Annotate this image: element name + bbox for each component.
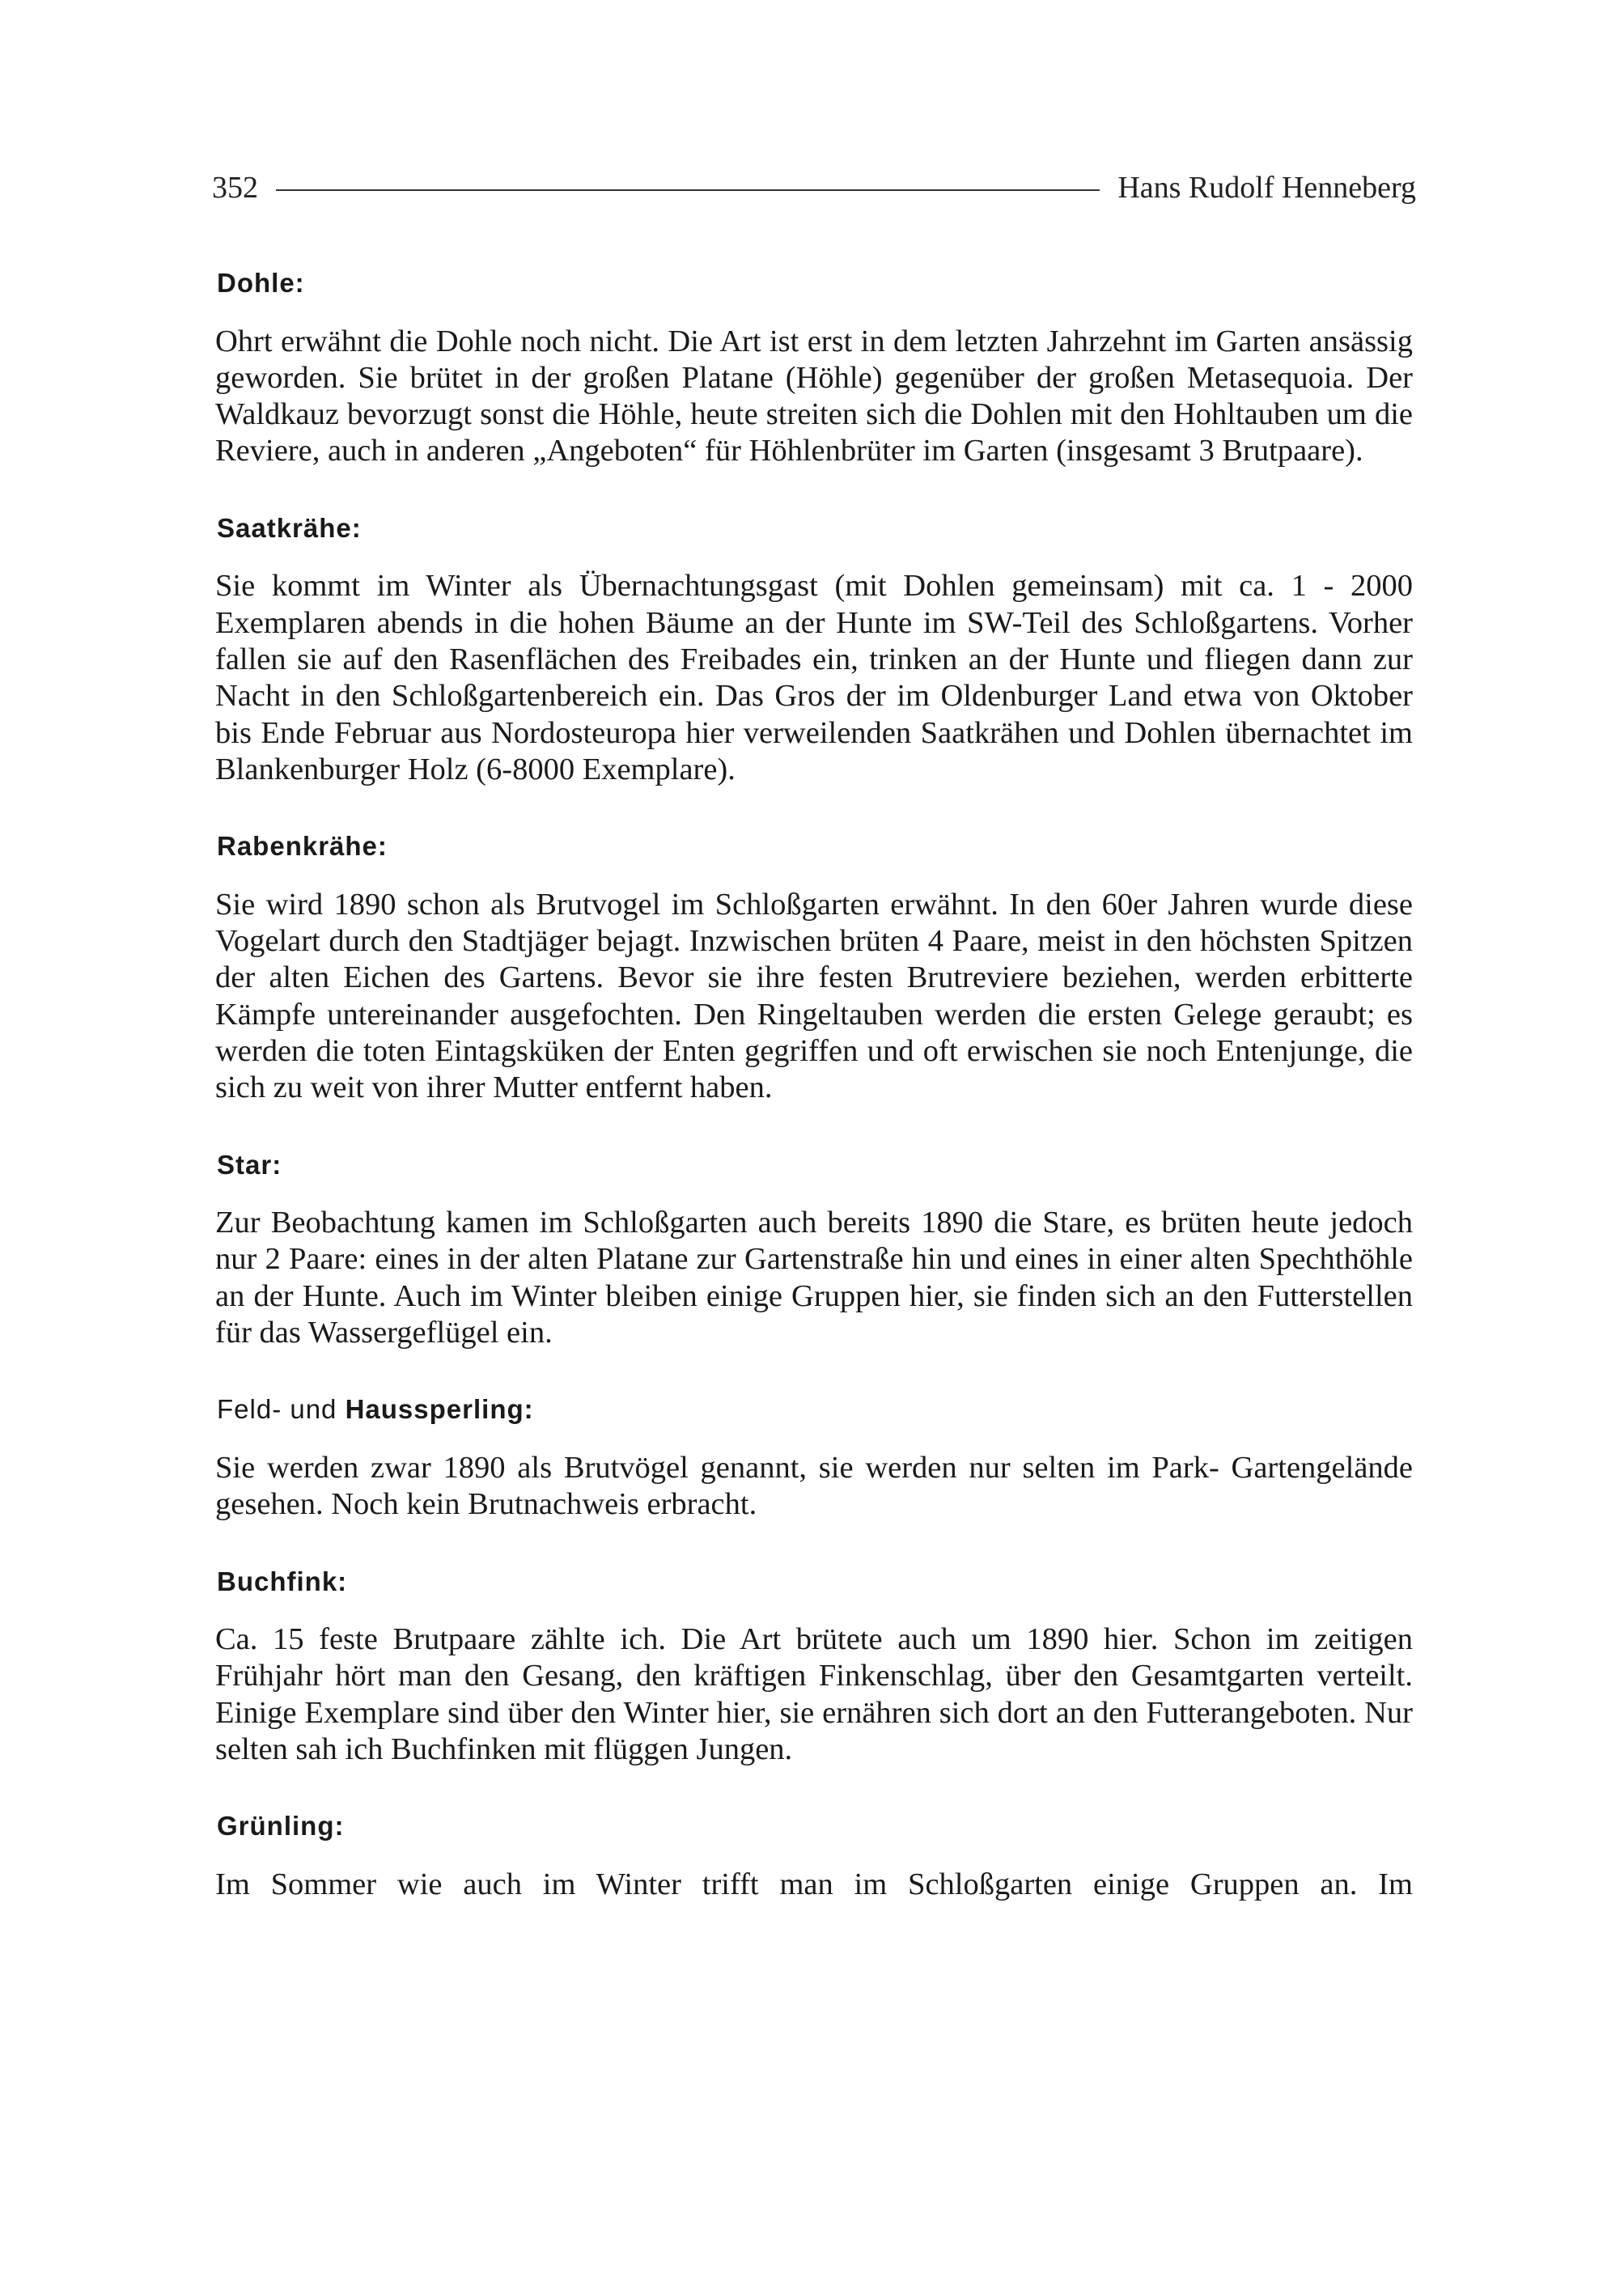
section-sperling <box>215 1393 1413 1523</box>
section-paragraph: Sie wird 1890 schon als Brutvogel im Schloßgarten erwähnt. In den 60er Jahren wurde diese Vogelart durch den Stadtjäger bejagt. Inzwischen brüten 4 Paare, meist in den höchsten Spitzen der alten Eichen des Gartens. Bevor sie ihre festen Brutreviere beziehen, werden erbitterte Kämpfe untereinander ausgefochten. Den Ringeltauben werden die ersten Gelege geraubt; es werden die toten Eintagsküken der Enten gegriffen und oft erwischen sie noch Entenjunge, die sich zu weit von ihrer Mutter entfernt haben. <box>215 887 1413 1105</box>
main-text <box>215 267 1413 1945</box>
section-heading-part: Feld- und <box>217 1394 346 1425</box>
section-heading: Star: <box>217 1149 282 1180</box>
section-paragraph: Ca. 15 feste Brutpaare zählte ich. Die Art brütete auch um 1890 hier. Schon im zeitigen Frühjahr hört man den Gesang, den kräftigen Finkenschlag, über den Gesamtgarten verteilt. Einige Exemplare sind über den Winter hier, sie ernähren sich dort an den Futterangeboten. Nur selten sah ich Buchfinken mit flüggen Jungen. <box>215 1622 1413 1766</box>
section-heading-part: Haussperling: <box>345 1394 534 1425</box>
section-heading: Dohle: <box>217 268 305 298</box>
header-rule <box>276 189 1100 191</box>
section-paragraph: Im Sommer wie auch im Winter trifft man im Schloßgarten einige Gruppen an. Im <box>215 1867 1413 1901</box>
page-number: 352 <box>212 171 258 205</box>
section-buchfink <box>215 1566 1413 1769</box>
section-rabenkraehe <box>215 830 1413 1106</box>
section-paragraph: Zur Beobachtung kamen im Schloßgarten auch bereits 1890 die Stare, es brüten heute jedoch nur 2 Paare: eines in der alten Platane zur Gartenstraße hin und eines in einer alten Spechthöhle an der Hunte. Auch im Winter bleiben einige Gruppen hier, sie finden sich an den Futterstellen für das Wassergeflügel ein. <box>215 1206 1413 1350</box>
section-star <box>215 1149 1413 1352</box>
section-heading <box>217 1393 1413 1426</box>
section-heading: Grünling: <box>217 1811 345 1842</box>
section-heading: Buchfink: <box>217 1566 348 1596</box>
section-heading: Saatkrähe: <box>217 512 362 543</box>
section-gruenling <box>215 1810 1413 1903</box>
section-saatkraehe <box>215 512 1413 788</box>
running-header <box>212 170 1416 206</box>
section-paragraph: Ohrt erwähnt die Dohle noch nicht. Die Art ist erst in dem letzten Jahrzehnt im Garten ansässig geworden. Sie brütet in der großen Platane (Höhle) gegenüber der großen Metasequoia. Der Waldkauz bevorzugt sonst die Höhle, heute streiten sich die Dohlen mit den Hohltauben um die Reviere, auch in anderen „Angeboten“ für Höhlenbrüter im Garten (insgesamt 3 Brutpaare). <box>215 324 1413 468</box>
section-paragraph: Sie kommt im Winter als Übernachtungsgast (mit Dohlen gemeinsam) mit ca. 1 - 2000 Exemplaren abends in die hohen Bäume an der Hunte im SW-Teil des Schloßgartens. Vorher fallen sie auf den Rasenflächen des Freibades ein, trinken an der Hunte und fliegen dann zur Nacht in den Schloßgartenbereich ein. Das Gros der im Oldenburger Land etwa von Oktober bis Ende Februar aus Nordosteuropa hier verweilenden Saatkrähen und Dohlen übernachtet im Blankenburger Holz (6-8000 Exemplare). <box>215 569 1413 786</box>
section-paragraph: Sie werden zwar 1890 als Brutvögel genannt, sie werden nur selten im Park- Gartengelände gesehen. Noch kein Brutnachweis erbracht. <box>215 1450 1413 1522</box>
section-dohle <box>215 267 1413 470</box>
section-heading: Rabenkrähe: <box>217 831 388 862</box>
header-author: Hans Rudolf Henneberg <box>1117 171 1416 205</box>
